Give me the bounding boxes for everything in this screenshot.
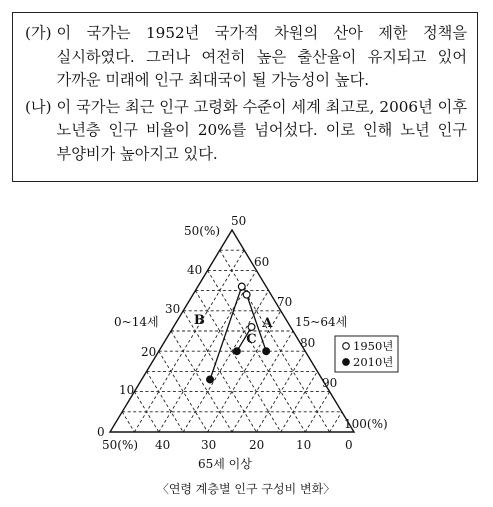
tick-label: 50 xyxy=(231,214,247,228)
passage-label: (나) xyxy=(25,97,52,116)
grid-line xyxy=(330,412,342,432)
series-label-B: B xyxy=(193,313,205,329)
point-C-1950 xyxy=(248,324,255,331)
tick-label: 20 xyxy=(141,345,157,359)
grid-line xyxy=(281,371,318,432)
legend-label-2010: 2010년 xyxy=(353,355,394,369)
tick-label: 40 xyxy=(187,263,203,277)
tick-label: 50(%) xyxy=(184,224,221,238)
tick-label: 0 xyxy=(97,425,105,439)
tick-label: 50(%) xyxy=(102,438,139,452)
tick-label: 20 xyxy=(249,438,265,452)
grid-line xyxy=(159,351,208,432)
tick-label: 80 xyxy=(300,336,316,350)
tick-label: 60 xyxy=(254,255,270,269)
right-axis-label: 15~64세 xyxy=(295,315,348,329)
grid-line xyxy=(122,412,134,432)
tick-label: 10 xyxy=(296,438,312,452)
series-label-A: A xyxy=(262,315,273,331)
grid-line xyxy=(134,250,244,432)
left-axis-label: 0~14세 xyxy=(114,315,159,329)
grid-line xyxy=(195,291,280,432)
tick-label: 10 xyxy=(119,383,135,397)
passage-label: (가) xyxy=(25,24,52,42)
grid-line xyxy=(232,331,293,432)
tick-label: 30 xyxy=(201,438,217,452)
grid-line xyxy=(183,291,268,432)
tick-label: 70 xyxy=(277,295,293,309)
tick-label: 90 xyxy=(322,376,338,390)
point-B-2010 xyxy=(207,376,214,383)
grid-line xyxy=(171,331,232,432)
left-axis-ticks xyxy=(97,224,220,439)
tick-label: 40 xyxy=(155,438,171,452)
series-label-C: C xyxy=(246,332,257,348)
point-A-2010 xyxy=(263,348,270,355)
chart-caption: 〈연령 계층별 인구 구성비 변화〉 xyxy=(156,482,336,496)
legend-marker-2010 xyxy=(343,359,350,366)
bottom-axis-ticks xyxy=(102,438,353,452)
point-B-1950 xyxy=(238,283,245,290)
bottom-axis-label: 65세 이상 xyxy=(198,457,252,471)
point-A-1950 xyxy=(243,291,250,298)
passage-text: 이 국가는 1952년 국가적 차원의 산아 제한 정책을 실시하였다. 그러나 여전히 높은 출산율이 유지되고 있어 가까운 미래에 인구 최대국이 될 가능성이 높다. xyxy=(56,24,467,89)
tick-label: 100(%) xyxy=(344,417,388,431)
tick-label: 30 xyxy=(165,302,181,316)
passage-text: 이 국가는 최근 인구 고령화 수준이 세계 최고로, 2006년 이후 노년층 인구 비율이 20%를 넘어섰다. 이로 인해 노년 인구 부양비가 높아지고 있다. xyxy=(56,97,467,163)
tick-label: 0 xyxy=(345,438,353,452)
point-C-2010 xyxy=(233,348,240,355)
legend-marker-1950 xyxy=(343,343,350,350)
grid-line xyxy=(147,371,184,432)
series-layer xyxy=(194,283,274,383)
legend-label-1950: 1950년 xyxy=(353,339,394,353)
